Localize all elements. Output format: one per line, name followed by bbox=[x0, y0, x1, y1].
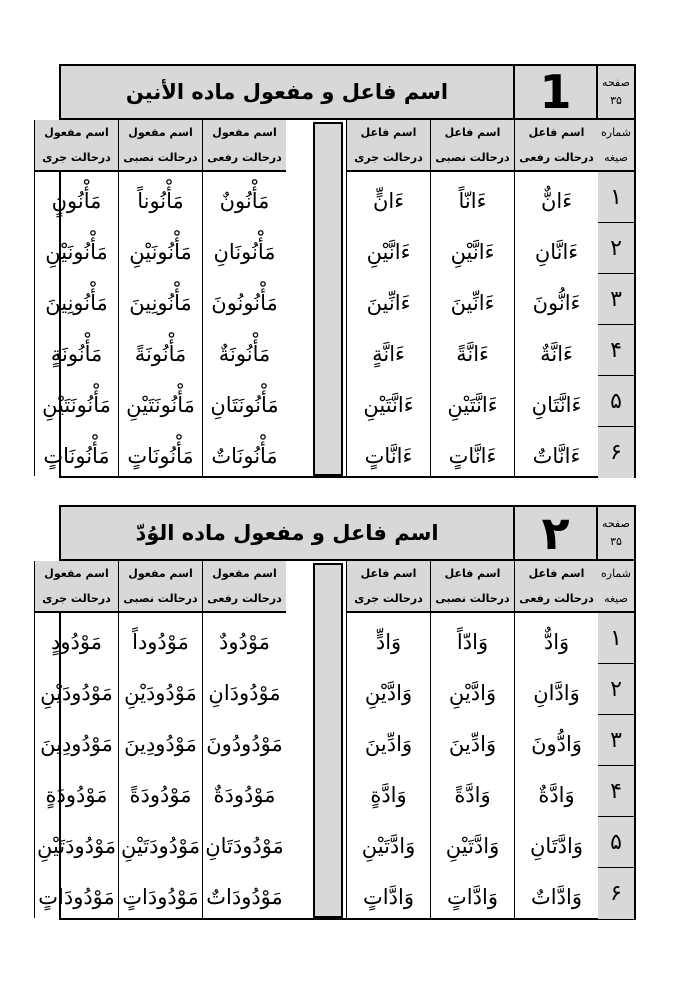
column-separator bbox=[313, 563, 343, 918]
column-header bbox=[346, 561, 430, 613]
word-cell: مَوْدُودَةٌ bbox=[213, 783, 276, 807]
column-header-case: درحالت رفعی bbox=[519, 592, 594, 605]
page-reference bbox=[598, 66, 634, 120]
column-header-type: اسم فاعل bbox=[528, 126, 585, 139]
data-column bbox=[514, 613, 598, 918]
row-number: ١ bbox=[598, 613, 634, 664]
word-cell: مَأْنُونَتَيْنِ bbox=[42, 393, 111, 417]
row-number: ١ bbox=[598, 172, 634, 223]
word-cell: ءَانَّيْنِ bbox=[450, 240, 495, 264]
conjugation-table-1 bbox=[42, 64, 636, 478]
word-cell: مَأْنُونَةٍ bbox=[50, 342, 103, 366]
word-cell: ءَانَّانِ bbox=[534, 240, 579, 264]
page-reference bbox=[598, 507, 634, 561]
column-header-type: اسم فاعل bbox=[360, 567, 417, 580]
word-cell: مَوْدُودَيْنِ bbox=[124, 681, 197, 705]
word-cell: مَأْنُونٌ bbox=[219, 189, 270, 213]
word-cell: وَادَّاتٌ bbox=[531, 885, 582, 909]
word-cell: مَوْدُودٌ bbox=[219, 630, 270, 654]
row-number: ۵ bbox=[598, 376, 634, 427]
column-header-case: درحالت رفعی bbox=[207, 151, 282, 164]
row-number: ٣ bbox=[598, 715, 634, 766]
word-cell: مَأْنُونٍ bbox=[51, 189, 102, 213]
word-cell: ءَانِّينَ bbox=[366, 291, 411, 315]
word-cell: وَادَّاتٍ bbox=[447, 885, 498, 909]
data-column bbox=[514, 172, 598, 476]
word-cell: مَوْدُودَانِ bbox=[208, 681, 281, 705]
word-cell: وَادٌّ bbox=[543, 630, 570, 654]
column-header-type: اسم مفعول bbox=[128, 126, 193, 139]
word-cell: وَادَّاتٍ bbox=[363, 885, 414, 909]
table-number: ٢ bbox=[515, 507, 598, 561]
word-cell: وَادُّونَ bbox=[531, 732, 582, 756]
word-cell: مَوْدُودَةً bbox=[129, 783, 192, 807]
word-cell: مَأْنُونَاتٍ bbox=[127, 444, 194, 468]
word-cell: وَادٍّ bbox=[375, 630, 402, 654]
column-header-type: اسم مفعول bbox=[212, 126, 277, 139]
word-cell: مَأْنُونَاتٍ bbox=[43, 444, 110, 468]
column-header-case: درحالت رفعی bbox=[207, 592, 282, 605]
page-label: صفحه bbox=[602, 517, 630, 530]
word-cell: مَأْنُونُونَ bbox=[211, 291, 278, 315]
column-separator bbox=[313, 122, 343, 476]
word-cell: ءَانَّةٌ bbox=[540, 342, 573, 366]
word-cell: مَأْنُونِينَ bbox=[45, 291, 108, 315]
word-cell: وَادَّةً bbox=[454, 783, 491, 807]
column-header-case: درحالت جری bbox=[42, 151, 111, 164]
number-column-header bbox=[598, 120, 634, 172]
column-header-type: اسم مفعول bbox=[44, 126, 109, 139]
table-title: اسم فاعل و مفعول ماده الوُدّ bbox=[61, 507, 515, 561]
conjugation-table-2 bbox=[36, 505, 636, 920]
word-cell: وَادِّينَ bbox=[364, 732, 413, 756]
word-cell: ءَانَّةً bbox=[456, 342, 489, 366]
column-header-case: درحالت جری bbox=[42, 592, 111, 605]
word-cell: ءَانَّاتٍ bbox=[448, 444, 497, 468]
word-cell: وَادَّانِ bbox=[533, 681, 580, 705]
data-column bbox=[346, 613, 430, 918]
row-number: ٢ bbox=[598, 664, 634, 715]
column-header bbox=[430, 561, 514, 613]
column-header bbox=[34, 120, 118, 172]
word-cell: مَوْدُودَاتٍ bbox=[122, 885, 199, 909]
word-cell: ءَانَّةٍ bbox=[372, 342, 405, 366]
column-header-case: درحالت رفعی bbox=[519, 151, 594, 164]
word-cell: مَوْدُودِينَ bbox=[40, 732, 113, 756]
number-header-line-1: شماره bbox=[601, 567, 632, 580]
word-cell: مَوْدُودٍ bbox=[51, 630, 102, 654]
column-header bbox=[514, 120, 598, 172]
word-cell: ءَانَّيْنِ bbox=[366, 240, 411, 264]
word-cell: مَأْنُونَتَيْنِ bbox=[126, 393, 195, 417]
column-header bbox=[118, 561, 202, 613]
word-cell: مَوْدُودَاتٍ bbox=[38, 885, 115, 909]
row-number: ۴ bbox=[598, 766, 634, 817]
row-number: ٣ bbox=[598, 274, 634, 325]
word-cell: وَادَّةٌ bbox=[538, 783, 575, 807]
column-header-case: درحالت نصبی bbox=[123, 592, 198, 605]
row-number: ٢ bbox=[598, 223, 634, 274]
page-label: صفحه bbox=[602, 76, 630, 89]
data-column bbox=[430, 613, 514, 918]
word-cell: مَأْنُونَاتٌ bbox=[211, 444, 278, 468]
word-cell: ءَانٍّ bbox=[372, 189, 405, 213]
word-cell: مَأْنُونَةٌ bbox=[218, 342, 271, 366]
word-cell: مَوْدُودَيْنِ bbox=[40, 681, 113, 705]
table-title: اسم فاعل و مفعول ماده الأنین bbox=[61, 66, 515, 120]
column-header-case: درحالت نصبی bbox=[435, 592, 510, 605]
data-column bbox=[430, 172, 514, 476]
word-cell: ءَانَّاتٌ bbox=[532, 444, 581, 468]
table-number: 1 bbox=[515, 66, 598, 120]
word-cell: وَادَّةٍ bbox=[370, 783, 407, 807]
data-column bbox=[34, 172, 118, 476]
word-cell: وَادَّتَيْنِ bbox=[445, 834, 500, 858]
column-header-type: اسم مفعول bbox=[212, 567, 277, 580]
word-cell: مَوْدُودُونَ bbox=[206, 732, 283, 756]
word-cell: ءَانّاً bbox=[458, 189, 487, 213]
word-cell: مَوْدُوداً bbox=[132, 630, 189, 654]
word-cell: مَأْنُونَيْنِ bbox=[129, 240, 192, 264]
number-header-line-2: صیغه bbox=[604, 592, 628, 605]
word-cell: مَأْنُونِينَ bbox=[129, 291, 192, 315]
word-cell: ءَانَّاتٍ bbox=[364, 444, 413, 468]
word-cell: ءَانَّتَانِ bbox=[531, 393, 582, 417]
column-header bbox=[202, 561, 286, 613]
data-column bbox=[118, 172, 202, 476]
word-cell: مَأْنُونَةً bbox=[134, 342, 187, 366]
row-number: ۶ bbox=[598, 868, 634, 919]
word-cell: وَادَّتَانِ bbox=[530, 834, 583, 858]
data-column bbox=[202, 172, 286, 476]
column-header-type: اسم فاعل bbox=[444, 126, 501, 139]
column-header-type: اسم مفعول bbox=[44, 567, 109, 580]
column-header-type: اسم فاعل bbox=[360, 126, 417, 139]
word-cell: ءَانَّتَيْنِ bbox=[363, 393, 414, 417]
number-column-header bbox=[598, 561, 634, 613]
word-cell: ءَانَّتَيْنِ bbox=[447, 393, 498, 417]
word-cell: ءَانُّونَ bbox=[532, 291, 581, 315]
data-column bbox=[118, 613, 202, 918]
word-cell: مَوْدُودَتَيْنِ bbox=[36, 834, 117, 858]
word-cell: مَأْنُوناً bbox=[137, 189, 184, 213]
column-header-case: درحالت جری bbox=[354, 151, 423, 164]
row-number: ۴ bbox=[598, 325, 634, 376]
data-column bbox=[34, 613, 118, 918]
word-cell: ءَانِّينَ bbox=[450, 291, 495, 315]
column-header-type: اسم فاعل bbox=[528, 567, 585, 580]
word-cell: وَادَّيْنِ bbox=[448, 681, 497, 705]
page-number: ۳۵ bbox=[610, 94, 622, 107]
column-header bbox=[430, 120, 514, 172]
word-cell: وَادّاً bbox=[456, 630, 489, 654]
column-header bbox=[346, 120, 430, 172]
word-cell: مَوْدُودِينَ bbox=[124, 732, 197, 756]
word-cell: مَوْدُودَتَيْنِ bbox=[120, 834, 201, 858]
word-cell: وَادَّيْنِ bbox=[364, 681, 413, 705]
number-header-line-1: شماره bbox=[601, 126, 632, 139]
column-header-case: درحالت نصبی bbox=[123, 151, 198, 164]
column-header-type: اسم مفعول bbox=[128, 567, 193, 580]
word-cell: مَأْنُونَتَانِ bbox=[210, 393, 279, 417]
word-cell: وَادَّتَيْنِ bbox=[361, 834, 416, 858]
column-header bbox=[514, 561, 598, 613]
number-header-line-2: صیغه bbox=[604, 151, 628, 164]
data-column bbox=[202, 613, 286, 918]
word-cell: وَادِّينَ bbox=[448, 732, 497, 756]
column-header-case: درحالت جری bbox=[354, 592, 423, 605]
word-cell: مَأْنُونَانِ bbox=[213, 240, 276, 264]
word-cell: مَوْدُودَاتٌ bbox=[206, 885, 283, 909]
column-header bbox=[202, 120, 286, 172]
data-column bbox=[346, 172, 430, 476]
column-header bbox=[118, 120, 202, 172]
word-cell: مَوْدُودَةٍ bbox=[45, 783, 108, 807]
column-header bbox=[34, 561, 118, 613]
column-header-case: درحالت نصبی bbox=[435, 151, 510, 164]
row-number: ۶ bbox=[598, 427, 634, 478]
row-number: ۵ bbox=[598, 817, 634, 868]
word-cell: مَوْدُودَتَانِ bbox=[205, 834, 284, 858]
column-header-type: اسم فاعل bbox=[444, 567, 501, 580]
word-cell: ءَانٌّ bbox=[540, 189, 573, 213]
word-cell: مَأْنُونَيْنِ bbox=[45, 240, 108, 264]
page-number: ۳۵ bbox=[610, 535, 622, 548]
